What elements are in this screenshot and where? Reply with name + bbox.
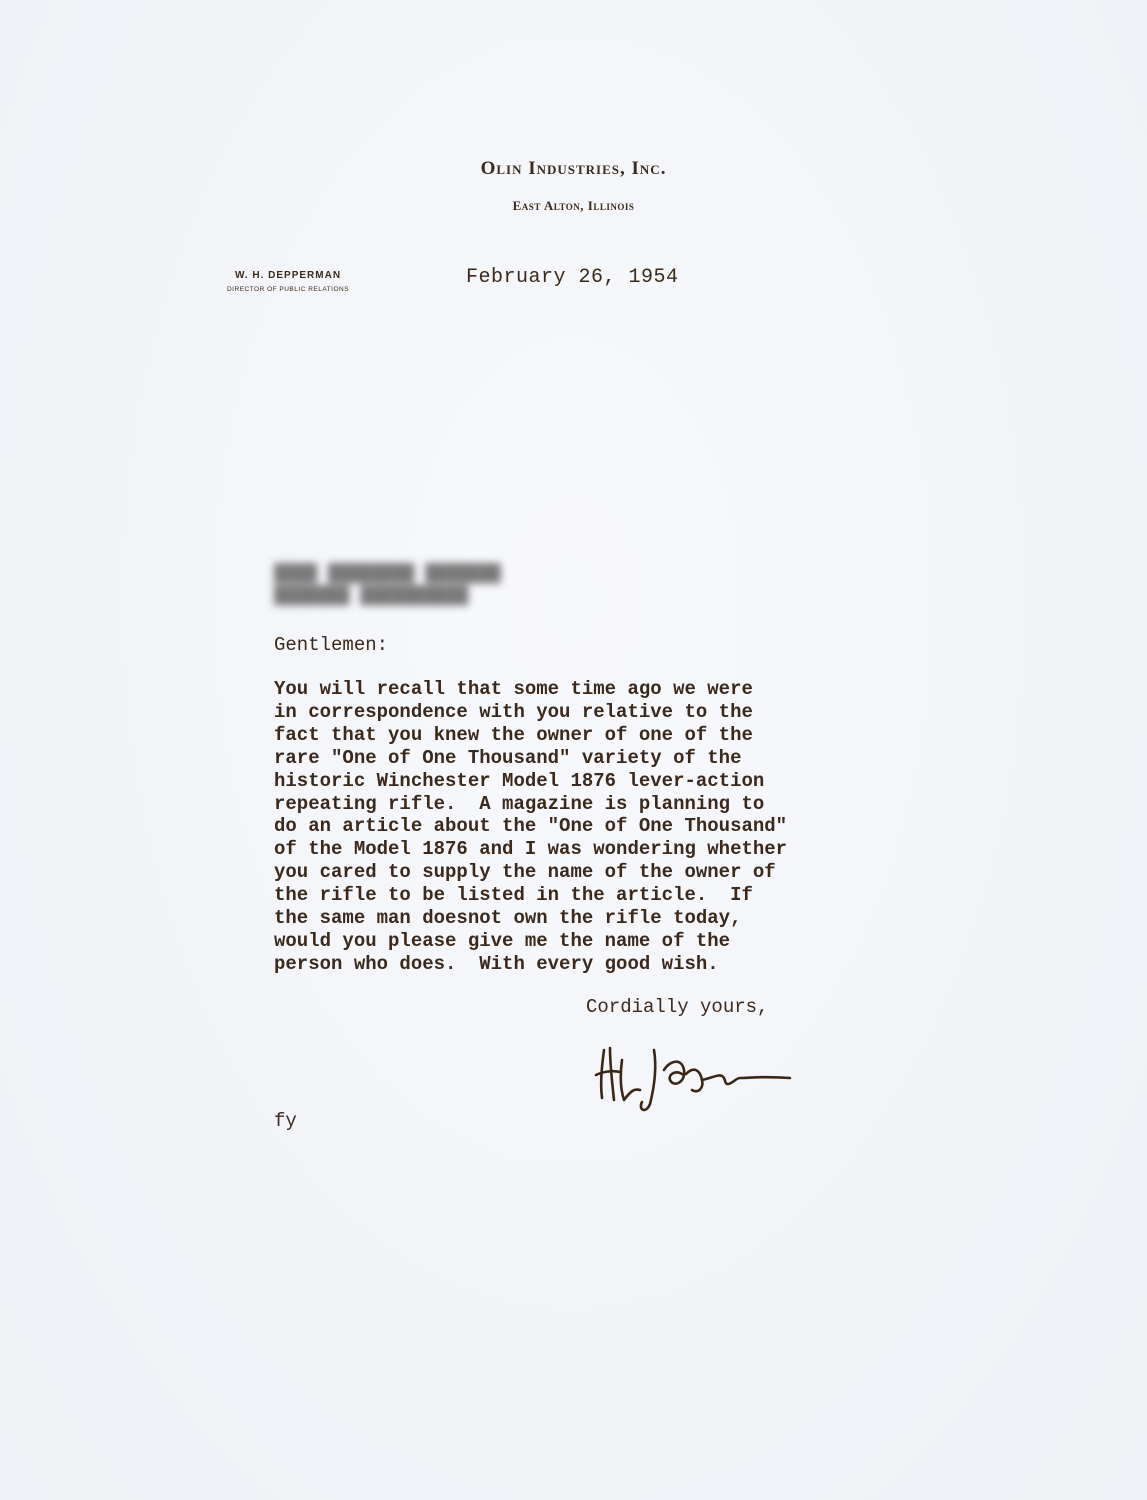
body-line: person who does. With every good wish. [274, 952, 719, 975]
body-line: in correspondence with you relative to the [274, 700, 753, 723]
letterhead-company: Olin Industries, Inc. [480, 158, 667, 179]
letterhead-city: East Alton, Illinois [512, 198, 635, 213]
letter-body [274, 678, 894, 976]
closing: Cordially yours, [586, 996, 769, 1018]
body-line: historic Winchester Model 1876 lever-action [274, 769, 765, 792]
recipient-address-redacted [274, 563, 501, 607]
address-line-1: ████ ████████ ███████ [274, 564, 501, 584]
body-line: rare "One of One Thousand" variety of the [274, 746, 742, 769]
body-line: the rifle to be listed in the article. If [274, 884, 753, 907]
letter-date: February 26, 1954 [466, 266, 679, 289]
body-line: do an article about the "One of One Thousand" [274, 815, 788, 838]
address-line-2: ███████ ██████████ [274, 586, 469, 606]
body-line: would you please give me the name of the [274, 929, 731, 952]
salutation: Gentlemen: [274, 634, 389, 656]
body-line: fact that you knew the owner of one of the [274, 723, 753, 746]
sender-title: DIRECTOR OF PUBLIC RELATIONS [226, 286, 350, 293]
body-line: the same man doesnot own the rifle today, [274, 907, 742, 930]
handwritten-signature [590, 1030, 800, 1125]
body-line: You will recall that some time ago we were [274, 678, 753, 700]
body-line: repeating rifle. A magazine is planning to [274, 792, 765, 815]
body-line: of the Model 1876 and I was wondering whether [274, 838, 788, 861]
body-line: you cared to supply the name of the owner of [274, 861, 776, 884]
typist-initials: fy [274, 1110, 297, 1132]
sender-name: W. H. DEPPERMAN [234, 270, 342, 281]
